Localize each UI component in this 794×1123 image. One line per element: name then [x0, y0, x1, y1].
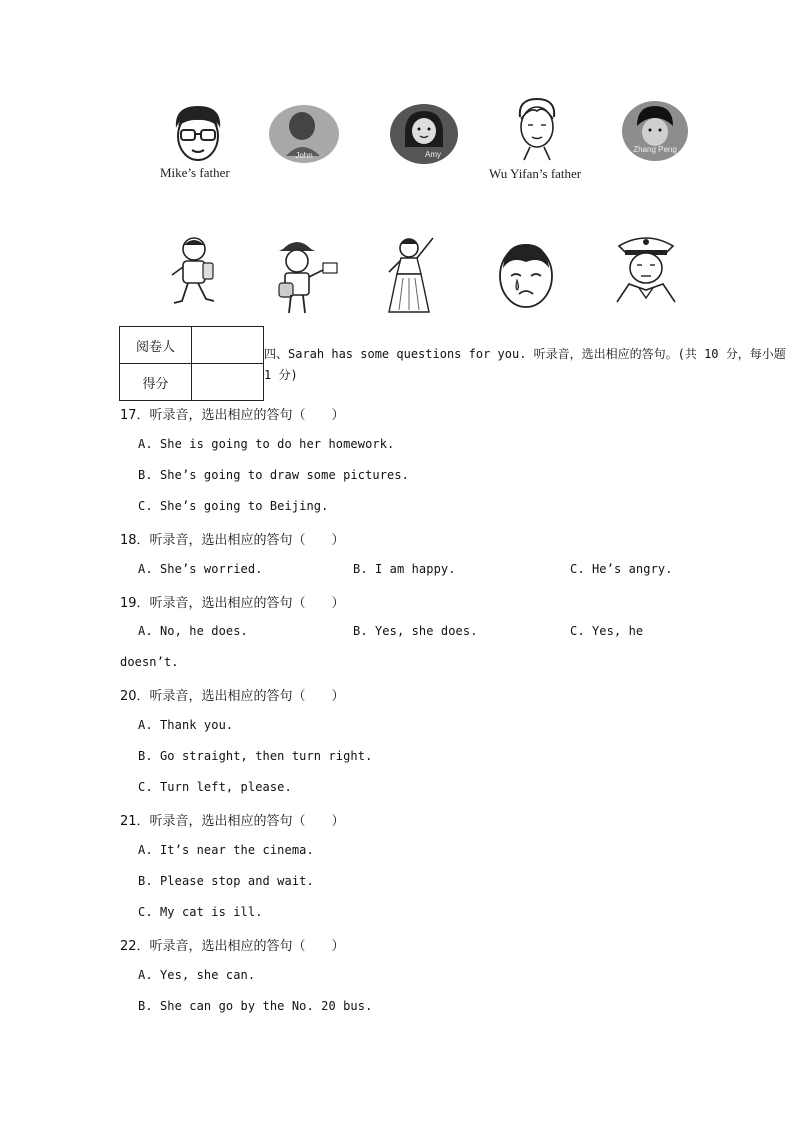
- question-20-option-a: A. Thank you.: [138, 718, 234, 732]
- photo-label-amy: Amy: [425, 150, 441, 159]
- question-21-stem: 21．听录音，选出相应的答句（ ）: [120, 814, 345, 829]
- question-18-option-c: C. He’s angry.: [570, 562, 673, 576]
- caption-wu-yifans-father: Wu Yifan’s father: [489, 166, 582, 181]
- picture-crying-face: [497, 238, 555, 310]
- question-19-option-c-wrap: doesn’t.: [120, 655, 179, 669]
- portrait-mikes-father: [168, 102, 228, 166]
- reviewer-label: 阅卷人: [120, 327, 192, 364]
- photo-amy: [389, 103, 459, 165]
- photo-john: [268, 104, 340, 164]
- question-19-option-c: C. Yes, he: [570, 624, 644, 638]
- score-label: 得分: [120, 364, 192, 401]
- question-19-option-b: B. Yes, she does.: [353, 624, 478, 638]
- question-22-option-b: B. She can go by the No. 20 bus.: [138, 999, 373, 1013]
- question-20-stem: 20．听录音，选出相应的答句（ ）: [120, 689, 345, 704]
- photo-label-john: John: [295, 151, 313, 160]
- question-21-option-c: C. My cat is ill.: [138, 905, 263, 919]
- reviewer-cell: [192, 327, 264, 364]
- question-18-option-b: B. I am happy.: [353, 562, 456, 576]
- picture-police-officer: [611, 232, 681, 304]
- score-cell: [192, 364, 264, 401]
- score-box: [119, 326, 264, 401]
- picture-postman: [271, 235, 341, 317]
- question-17-option-a: A. She is going to do her homework.: [138, 437, 395, 451]
- question-21-option-b: B. Please stop and wait.: [138, 874, 314, 888]
- question-20-option-b: B. Go straight, then turn right.: [138, 749, 373, 763]
- question-18-option-a: A. She’s worried.: [138, 562, 263, 576]
- portrait-wu-yifans-father: [510, 97, 564, 161]
- question-19-option-a: A. No, he does.: [138, 624, 248, 638]
- question-22-option-a: A. Yes, she can.: [138, 968, 256, 982]
- question-18-stem: 18．听录音，选出相应的答句（ ）: [120, 533, 345, 548]
- photo-zhang-peng: [621, 100, 689, 162]
- section-heading: 四、Sarah has some questions for you. 听录音，选出相应的答句。(共 10 分，每小题 1 分): [264, 347, 786, 382]
- question-19-stem: 19．听录音，选出相应的答句（ ）: [120, 596, 345, 611]
- caption-mikes-father: Mike’s father: [160, 165, 230, 180]
- question-22-stem: 22．听录音，选出相应的答句（ ）: [120, 939, 345, 954]
- question-17-option-c: C. She’s going to Beijing.: [138, 499, 329, 513]
- picture-dancing-girl: [383, 232, 443, 316]
- picture-boy-walking: [166, 235, 224, 313]
- question-20-option-c: C. Turn left, please.: [138, 780, 292, 794]
- question-21-option-a: A. It’s near the cinema.: [138, 843, 314, 857]
- photo-label-zhang-peng: Zhang Peng: [633, 145, 677, 154]
- question-17-stem: 17．听录音，选出相应的答句（ ）: [120, 408, 345, 423]
- question-17-option-b: B. She’s going to draw some pictures.: [138, 468, 410, 482]
